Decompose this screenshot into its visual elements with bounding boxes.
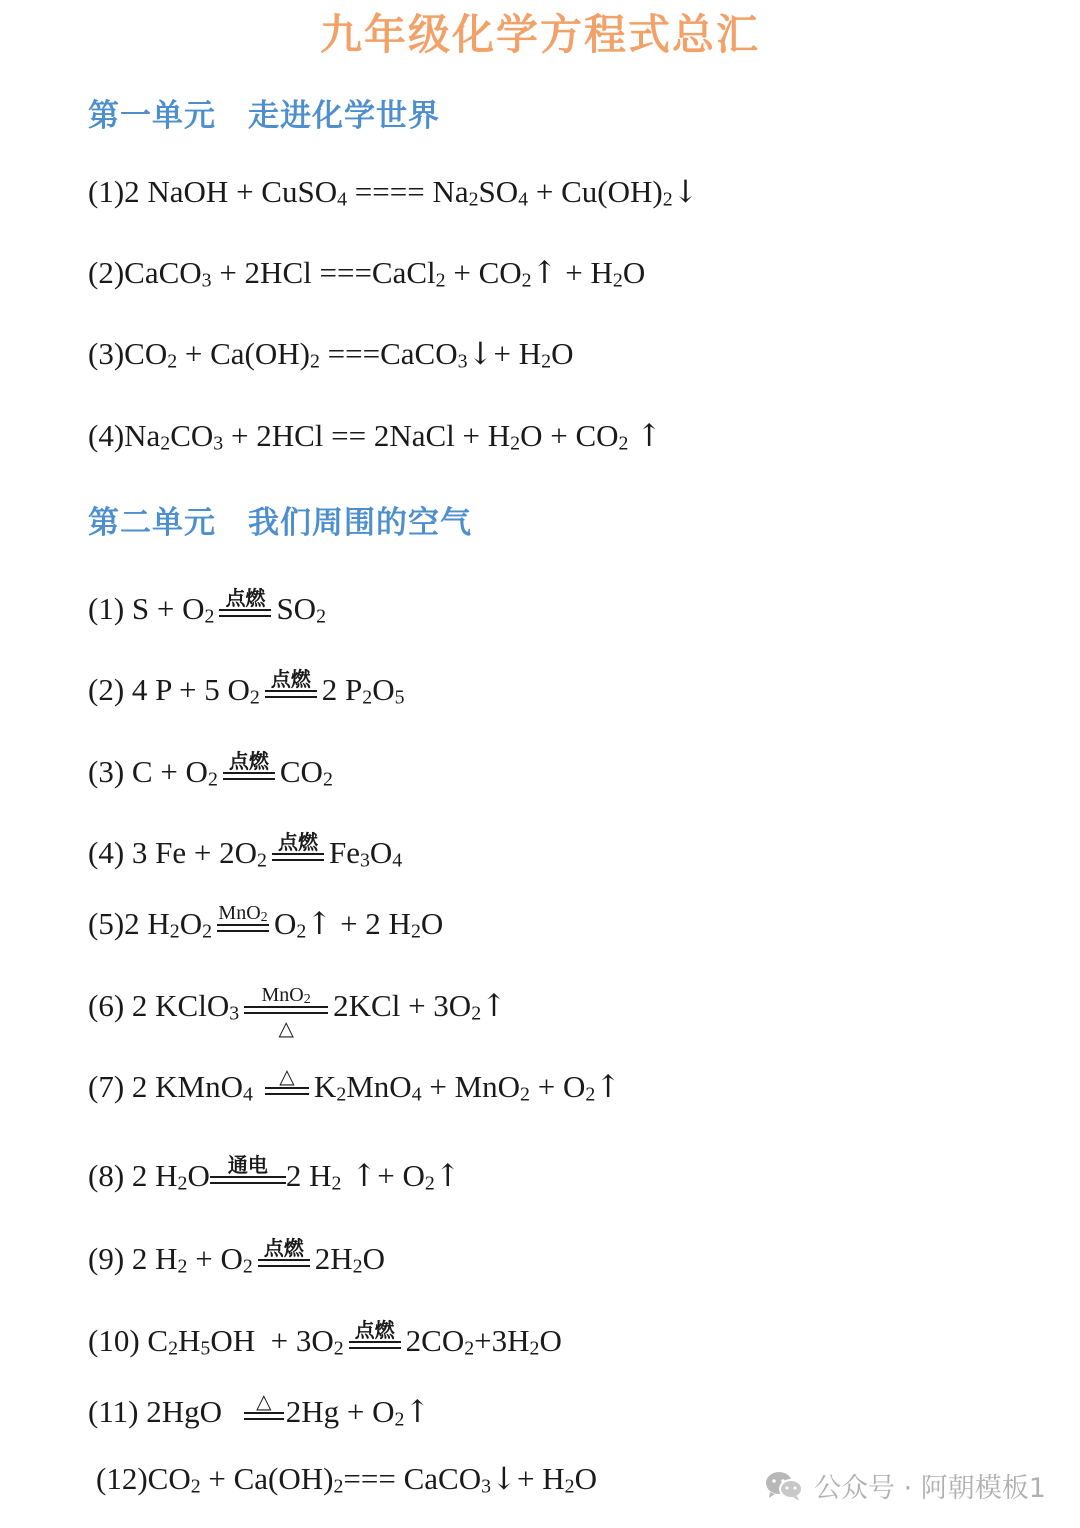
gas-arrow-icon: ↑ [481,988,508,1024]
unit-1-heading: 第一单元 走进化学世界 [88,98,440,134]
gas-arrow-icon: ↑ [306,906,333,942]
heat-condition [265,1064,309,1095]
heat-icon: △ [256,1389,272,1414]
ignite-condition: 点燃 [223,772,275,780]
equation-2-2: (2) 4 P + 5 $O_2$ 点燃 2 $P_2O_5$ [88,667,405,709]
precipitate-arrow-icon: ↓ [467,336,494,372]
equation-2-5: (5)2 $H_2O_2$ MnO$_2$ $O_2↑ + 2$ $H_2O$ [88,902,444,943]
watermark [764,1466,1046,1505]
wechat-icon [764,1470,804,1502]
equation-2-6: (6) 2 KClO$_3$ MnO$_2$ △ $2KCl + 3O_2↑$ [88,984,508,1041]
gas-arrow-icon: ↑ [595,1069,622,1105]
gas-arrow-icon: ↑ [341,1158,378,1194]
ignite-condition: 点燃 [349,1341,401,1349]
heat-condition [244,1389,284,1420]
equation-2-1: (1) $S + O_2$ 点燃 $SO_2$ [88,586,326,628]
gas-arrow-icon: ↑ [636,418,663,454]
precipitate-arrow-icon: ↓ [672,174,699,210]
equation-2-9: (9) 2 $H_2 + O_2$ 点燃 $2H_2O$ [88,1236,385,1278]
gas-arrow-icon: ↑ [434,1158,461,1194]
catalyst-condition: MnO$_2$ [217,924,269,932]
electrolysis-condition: 通电 [210,1176,286,1184]
page-title: 九年级化学方程式总汇 [319,10,760,59]
precipitate-arrow-icon: ↓ [491,1461,518,1497]
equation-2-8: (8) 2 $H_2O$ 通电 2 $H_2$ ↑+ $O_2↑$ [88,1153,461,1195]
equation-1-1: (1)2 NaOH + CuSO$_4$ ==== $Na_2SO_4$ + $Cu(OH)_2↓$ [88,174,699,211]
catalyst-heat-condition: MnO$_2$ △ [244,1006,328,1014]
equation-2-4: (4) 3 $Fe + 2O_2$ 点燃 $Fe_3O_4$ [88,830,403,872]
ignite-condition: 点燃 [258,1259,310,1267]
gas-arrow-icon: ↑ [531,255,558,291]
ignite-condition: 点燃 [272,853,324,861]
ignite-condition: 点燃 [219,609,271,617]
equation-1-3: $(3)CO_2 + Ca(OH)_2$ ===CaCO$_3$↓+ $H_2O$ [88,336,574,373]
equation-1-2: (2)CaCO$_3$ + 2HCl ===CaCl$_2$ + $CO_2↑ + H_2O$ [88,255,646,292]
equation-2-10: (10) $C_2H_5OH + 3O_2$ 点燃 $2CO_2+3H_2O$ [88,1318,562,1360]
gas-arrow-icon: ↑ [404,1394,431,1430]
equation-2-12: $(12)CO_2 + Ca(OH)_2===$ CaCO$_3$↓+ $H_2O$ [96,1461,597,1498]
unit-2-heading: 第二单元 我们周围的空气 [88,505,472,541]
watermark-text: 公众号 · 阿朝模板1 [814,1473,1046,1504]
heat-icon: △ [278,1016,294,1041]
equation-2-11: (11) 2HgO △ $2Hg + O_2↑$ [88,1389,431,1431]
ignite-condition: 点燃 [265,690,317,698]
equation-1-4: $(4)Na_2CO_3 + 2HCl$ == 2NaCl + $H_2O + CO_2$ ↑ [88,418,663,455]
heat-icon: △ [279,1064,295,1089]
equation-2-3: (3) $C + O_2$ 点燃 $CO_2$ [88,749,333,791]
equation-2-7: (7) 2 KMnO$_4$ △ $K_2MnO_4 + MnO_2$ + $O_2↑$ [88,1064,622,1106]
